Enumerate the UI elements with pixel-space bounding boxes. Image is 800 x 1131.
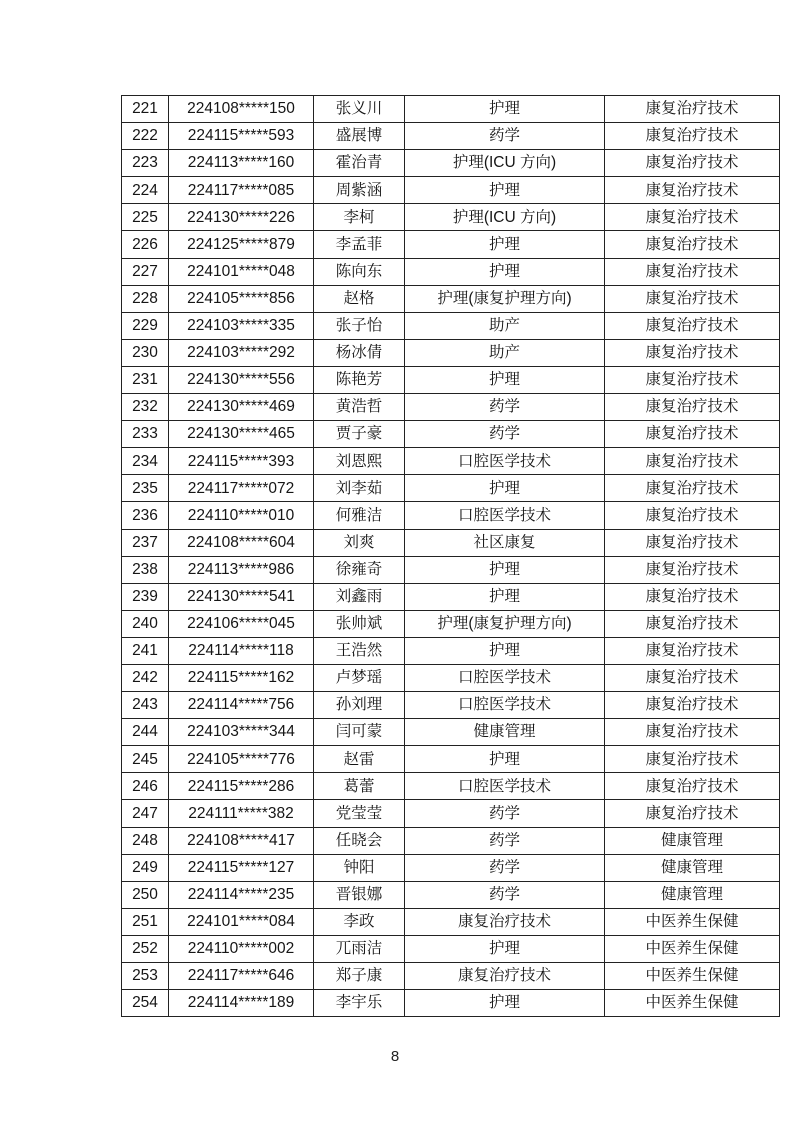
cell-student-name: 兀雨洁 xyxy=(314,935,405,962)
table-row xyxy=(122,177,780,204)
cell-admitted-major: 康复治疗技术 xyxy=(605,773,780,800)
cell-admitted-major: 健康管理 xyxy=(605,827,780,854)
cell-admitted-major: 康复治疗技术 xyxy=(605,204,780,231)
cell-exam-id: 224114*****235 xyxy=(169,881,314,908)
cell-current-major: 护理(康复护理方向) xyxy=(405,285,605,312)
cell-exam-id: 224110*****010 xyxy=(169,502,314,529)
student-roster-table xyxy=(121,95,780,1017)
cell-student-name: 李宇乐 xyxy=(314,990,405,1017)
cell-admitted-major: 中医养生保健 xyxy=(605,908,780,935)
cell-exam-id: 224105*****776 xyxy=(169,746,314,773)
cell-student-name: 张帅斌 xyxy=(314,610,405,637)
cell-admitted-major: 康复治疗技术 xyxy=(605,258,780,285)
cell-student-name: 徐雍奇 xyxy=(314,556,405,583)
table-row xyxy=(122,963,780,990)
cell-exam-id: 224115*****127 xyxy=(169,854,314,881)
cell-student-name: 张义川 xyxy=(314,96,405,123)
cell-exam-id: 224103*****344 xyxy=(169,719,314,746)
cell-current-major: 口腔医学技术 xyxy=(405,692,605,719)
cell-serial-number: 227 xyxy=(122,258,169,285)
cell-serial-number: 246 xyxy=(122,773,169,800)
table-row xyxy=(122,204,780,231)
cell-admitted-major: 康复治疗技术 xyxy=(605,556,780,583)
cell-current-major: 口腔医学技术 xyxy=(405,664,605,691)
cell-student-name: 何雅洁 xyxy=(314,502,405,529)
table-row xyxy=(122,231,780,258)
cell-student-name: 陈向东 xyxy=(314,258,405,285)
cell-exam-id: 224130*****469 xyxy=(169,394,314,421)
cell-student-name: 赵雷 xyxy=(314,746,405,773)
cell-student-name: 王浩然 xyxy=(314,637,405,664)
table-body xyxy=(122,96,780,1017)
cell-serial-number: 250 xyxy=(122,881,169,908)
cell-current-major: 护理 xyxy=(405,231,605,258)
cell-exam-id: 224130*****541 xyxy=(169,583,314,610)
cell-current-major: 社区康复 xyxy=(405,529,605,556)
cell-serial-number: 244 xyxy=(122,719,169,746)
table-row xyxy=(122,448,780,475)
cell-admitted-major: 康复治疗技术 xyxy=(605,96,780,123)
cell-admitted-major: 康复治疗技术 xyxy=(605,746,780,773)
table-row xyxy=(122,96,780,123)
cell-current-major: 护理 xyxy=(405,366,605,393)
table-row xyxy=(122,475,780,502)
cell-exam-id: 224106*****045 xyxy=(169,610,314,637)
cell-exam-id: 224108*****604 xyxy=(169,529,314,556)
cell-exam-id: 224103*****335 xyxy=(169,312,314,339)
cell-student-name: 李政 xyxy=(314,908,405,935)
cell-student-name: 杨冰倩 xyxy=(314,339,405,366)
cell-exam-id: 224130*****556 xyxy=(169,366,314,393)
table-row xyxy=(122,502,780,529)
cell-current-major: 康复治疗技术 xyxy=(405,908,605,935)
cell-student-name: 党莹莹 xyxy=(314,800,405,827)
cell-serial-number: 239 xyxy=(122,583,169,610)
cell-student-name: 葛蕾 xyxy=(314,773,405,800)
cell-serial-number: 241 xyxy=(122,637,169,664)
cell-student-name: 刘恩熙 xyxy=(314,448,405,475)
table-row xyxy=(122,529,780,556)
cell-student-name: 刘鑫雨 xyxy=(314,583,405,610)
cell-student-name: 李孟菲 xyxy=(314,231,405,258)
cell-admitted-major: 康复治疗技术 xyxy=(605,529,780,556)
table-row xyxy=(122,637,780,664)
cell-student-name: 陈艳芳 xyxy=(314,366,405,393)
cell-exam-id: 224117*****072 xyxy=(169,475,314,502)
cell-student-name: 霍治青 xyxy=(314,150,405,177)
cell-admitted-major: 康复治疗技术 xyxy=(605,692,780,719)
cell-admitted-major: 中医养生保健 xyxy=(605,990,780,1017)
cell-serial-number: 225 xyxy=(122,204,169,231)
cell-current-major: 药学 xyxy=(405,123,605,150)
cell-exam-id: 224101*****084 xyxy=(169,908,314,935)
cell-current-major: 护理 xyxy=(405,177,605,204)
cell-exam-id: 224117*****646 xyxy=(169,963,314,990)
table-row xyxy=(122,421,780,448)
cell-exam-id: 224113*****986 xyxy=(169,556,314,583)
cell-serial-number: 254 xyxy=(122,990,169,1017)
cell-admitted-major: 康复治疗技术 xyxy=(605,339,780,366)
cell-current-major: 药学 xyxy=(405,421,605,448)
cell-serial-number: 231 xyxy=(122,366,169,393)
cell-admitted-major: 康复治疗技术 xyxy=(605,150,780,177)
cell-serial-number: 228 xyxy=(122,285,169,312)
table-row xyxy=(122,800,780,827)
cell-exam-id: 224108*****150 xyxy=(169,96,314,123)
cell-admitted-major: 康复治疗技术 xyxy=(605,231,780,258)
cell-student-name: 李柯 xyxy=(314,204,405,231)
table-row xyxy=(122,556,780,583)
cell-serial-number: 232 xyxy=(122,394,169,421)
table-row xyxy=(122,258,780,285)
cell-serial-number: 222 xyxy=(122,123,169,150)
table-row xyxy=(122,366,780,393)
cell-student-name: 郑子康 xyxy=(314,963,405,990)
cell-current-major: 助产 xyxy=(405,312,605,339)
cell-serial-number: 245 xyxy=(122,746,169,773)
cell-exam-id: 224111*****382 xyxy=(169,800,314,827)
cell-admitted-major: 康复治疗技术 xyxy=(605,800,780,827)
cell-exam-id: 224105*****856 xyxy=(169,285,314,312)
cell-exam-id: 224115*****162 xyxy=(169,664,314,691)
cell-current-major: 护理(康复护理方向) xyxy=(405,610,605,637)
cell-serial-number: 243 xyxy=(122,692,169,719)
cell-admitted-major: 康复治疗技术 xyxy=(605,285,780,312)
table-row xyxy=(122,583,780,610)
cell-student-name: 张子怡 xyxy=(314,312,405,339)
cell-current-major: 护理 xyxy=(405,475,605,502)
cell-current-major: 药学 xyxy=(405,827,605,854)
cell-admitted-major: 康复治疗技术 xyxy=(605,475,780,502)
cell-serial-number: 247 xyxy=(122,800,169,827)
cell-student-name: 贾子豪 xyxy=(314,421,405,448)
cell-serial-number: 223 xyxy=(122,150,169,177)
cell-admitted-major: 康复治疗技术 xyxy=(605,448,780,475)
cell-admitted-major: 康复治疗技术 xyxy=(605,366,780,393)
cell-admitted-major: 康复治疗技术 xyxy=(605,177,780,204)
cell-exam-id: 224114*****118 xyxy=(169,637,314,664)
table-row xyxy=(122,773,780,800)
cell-student-name: 晋银娜 xyxy=(314,881,405,908)
cell-current-major: 护理 xyxy=(405,96,605,123)
cell-student-name: 卢梦瑶 xyxy=(314,664,405,691)
cell-current-major: 药学 xyxy=(405,854,605,881)
cell-current-major: 健康管理 xyxy=(405,719,605,746)
cell-current-major: 护理 xyxy=(405,556,605,583)
cell-serial-number: 229 xyxy=(122,312,169,339)
cell-admitted-major: 中医养生保健 xyxy=(605,935,780,962)
cell-serial-number: 253 xyxy=(122,963,169,990)
cell-current-major: 护理(ICU 方向) xyxy=(405,204,605,231)
cell-current-major: 护理 xyxy=(405,935,605,962)
cell-current-major: 药学 xyxy=(405,800,605,827)
cell-exam-id: 224115*****393 xyxy=(169,448,314,475)
cell-serial-number: 224 xyxy=(122,177,169,204)
table-row xyxy=(122,908,780,935)
cell-current-major: 护理 xyxy=(405,583,605,610)
cell-current-major: 药学 xyxy=(405,394,605,421)
cell-current-major: 护理 xyxy=(405,746,605,773)
cell-current-major: 护理(ICU 方向) xyxy=(405,150,605,177)
cell-admitted-major: 中医养生保健 xyxy=(605,963,780,990)
table-row xyxy=(122,827,780,854)
cell-current-major: 口腔医学技术 xyxy=(405,773,605,800)
cell-student-name: 任晓会 xyxy=(314,827,405,854)
cell-student-name: 闫可蒙 xyxy=(314,719,405,746)
cell-exam-id: 224117*****085 xyxy=(169,177,314,204)
cell-exam-id: 224114*****189 xyxy=(169,990,314,1017)
cell-admitted-major: 康复治疗技术 xyxy=(605,123,780,150)
cell-current-major: 口腔医学技术 xyxy=(405,448,605,475)
page-number: 8 xyxy=(390,1048,400,1065)
cell-serial-number: 221 xyxy=(122,96,169,123)
cell-current-major: 康复治疗技术 xyxy=(405,963,605,990)
cell-exam-id: 224110*****002 xyxy=(169,935,314,962)
table-row xyxy=(122,664,780,691)
cell-exam-id: 224113*****160 xyxy=(169,150,314,177)
cell-student-name: 孙刘理 xyxy=(314,692,405,719)
cell-student-name: 黄浩哲 xyxy=(314,394,405,421)
table-row xyxy=(122,339,780,366)
cell-student-name: 盛展博 xyxy=(314,123,405,150)
cell-current-major: 助产 xyxy=(405,339,605,366)
cell-admitted-major: 康复治疗技术 xyxy=(605,719,780,746)
cell-serial-number: 233 xyxy=(122,421,169,448)
cell-serial-number: 230 xyxy=(122,339,169,366)
table-row xyxy=(122,881,780,908)
cell-serial-number: 242 xyxy=(122,664,169,691)
cell-admitted-major: 康复治疗技术 xyxy=(605,421,780,448)
cell-admitted-major: 康复治疗技术 xyxy=(605,664,780,691)
cell-serial-number: 240 xyxy=(122,610,169,637)
cell-admitted-major: 康复治疗技术 xyxy=(605,637,780,664)
cell-current-major: 护理 xyxy=(405,637,605,664)
table-row xyxy=(122,854,780,881)
table-row xyxy=(122,285,780,312)
cell-serial-number: 252 xyxy=(122,935,169,962)
table-row xyxy=(122,692,780,719)
cell-serial-number: 251 xyxy=(122,908,169,935)
cell-serial-number: 234 xyxy=(122,448,169,475)
cell-exam-id: 224101*****048 xyxy=(169,258,314,285)
cell-admitted-major: 康复治疗技术 xyxy=(605,610,780,637)
cell-exam-id: 224108*****417 xyxy=(169,827,314,854)
cell-serial-number: 235 xyxy=(122,475,169,502)
cell-exam-id: 224130*****465 xyxy=(169,421,314,448)
cell-current-major: 药学 xyxy=(405,881,605,908)
cell-student-name: 刘李茹 xyxy=(314,475,405,502)
table-row xyxy=(122,150,780,177)
cell-admitted-major: 健康管理 xyxy=(605,854,780,881)
table-row xyxy=(122,719,780,746)
cell-student-name: 刘爽 xyxy=(314,529,405,556)
cell-exam-id: 224114*****756 xyxy=(169,692,314,719)
cell-student-name: 钟阳 xyxy=(314,854,405,881)
table-row xyxy=(122,123,780,150)
cell-serial-number: 249 xyxy=(122,854,169,881)
table-row xyxy=(122,990,780,1017)
cell-admitted-major: 康复治疗技术 xyxy=(605,312,780,339)
cell-admitted-major: 康复治疗技术 xyxy=(605,394,780,421)
cell-exam-id: 224115*****593 xyxy=(169,123,314,150)
cell-admitted-major: 康复治疗技术 xyxy=(605,502,780,529)
cell-admitted-major: 健康管理 xyxy=(605,881,780,908)
cell-student-name: 周紫涵 xyxy=(314,177,405,204)
cell-serial-number: 248 xyxy=(122,827,169,854)
cell-admitted-major: 康复治疗技术 xyxy=(605,583,780,610)
table-row xyxy=(122,935,780,962)
cell-exam-id: 224125*****879 xyxy=(169,231,314,258)
cell-exam-id: 224130*****226 xyxy=(169,204,314,231)
table-row xyxy=(122,746,780,773)
cell-serial-number: 238 xyxy=(122,556,169,583)
cell-serial-number: 237 xyxy=(122,529,169,556)
cell-serial-number: 226 xyxy=(122,231,169,258)
cell-current-major: 口腔医学技术 xyxy=(405,502,605,529)
cell-current-major: 护理 xyxy=(405,258,605,285)
cell-exam-id: 224103*****292 xyxy=(169,339,314,366)
table-row xyxy=(122,394,780,421)
cell-student-name: 赵格 xyxy=(314,285,405,312)
table-row xyxy=(122,610,780,637)
cell-current-major: 护理 xyxy=(405,990,605,1017)
cell-exam-id: 224115*****286 xyxy=(169,773,314,800)
cell-serial-number: 236 xyxy=(122,502,169,529)
table-row xyxy=(122,312,780,339)
